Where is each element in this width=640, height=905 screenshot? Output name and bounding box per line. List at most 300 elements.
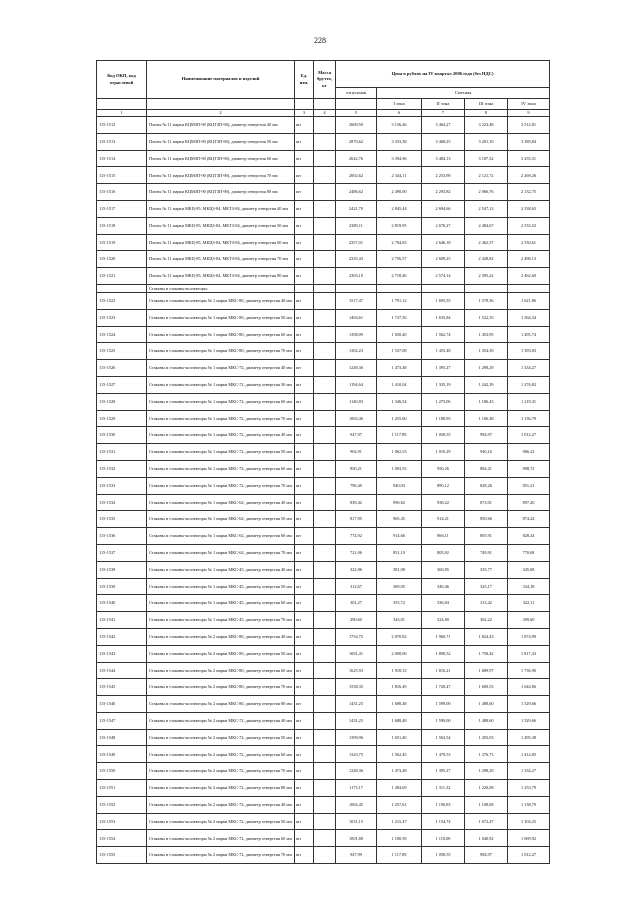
row-zone-4-price: 1 219,31	[508, 393, 550, 410]
row-mass	[314, 460, 336, 477]
row-zone-1-price: 3 333,38	[377, 133, 422, 150]
row-zone-4-price: 3 512,81	[508, 117, 550, 134]
row-code: 115-1538	[97, 561, 147, 578]
row-wholesale-price: 1062,45	[336, 796, 377, 813]
row-zone-2-price: 890,12	[422, 477, 465, 494]
row-wholesale-price: 1323,75	[336, 746, 377, 763]
row-zone-1-price: 1 473,48	[377, 763, 422, 780]
row-wholesale-price: 1398,09	[336, 326, 377, 343]
row-zone-1-price: 2 756,57	[377, 251, 422, 268]
table-row	[97, 326, 550, 343]
row-zone-3-price: 1 824,43	[465, 628, 508, 645]
row-zone-4-price: 1 138,79	[508, 796, 550, 813]
col-number: 3	[295, 110, 314, 117]
row-mass	[314, 494, 336, 511]
row-zone-2-price: 1 479,53	[422, 746, 465, 763]
row-unit: шт	[295, 410, 314, 427]
row-zone-4-price: 2 496,13	[508, 251, 550, 268]
row-zone-2-price: 3 464,27	[422, 117, 465, 134]
row-zone-1-price: 1 003,53	[377, 460, 422, 477]
row-name: Стаканы и стаканы-коллекторы № 1 марки МКС-62, диаметр отверстия 70 мм	[147, 544, 295, 561]
row-name: Стаканы и стаканы-коллекторы № 2 марки МКС-80, диаметр отверстия 60 мм	[147, 662, 295, 679]
row-zone-3-price: 1 522,35	[465, 309, 508, 326]
row-zone-1-price: 343,01	[377, 612, 422, 629]
col-number: 5	[336, 110, 377, 117]
row-zone-3-price: 884,21	[465, 460, 508, 477]
row-zone-3-price: 3 223,48	[465, 117, 508, 134]
table-header	[97, 61, 550, 117]
row-name: Стаканы и стаканы-коллекторы № 1 марки МКС-72, диаметр отверстия 70 мм	[147, 410, 295, 427]
row-unit: шт	[295, 343, 314, 360]
row-zone-4-price: 908,72	[508, 460, 550, 477]
row-zone-2-price: 1 118,08	[422, 830, 465, 847]
row-unit: шт	[295, 444, 314, 461]
row-zone-3-price: 2 121,72	[465, 167, 508, 184]
col-number: 4	[314, 110, 336, 117]
table-row	[97, 393, 550, 410]
row-mass	[314, 813, 336, 830]
row-name: Плиты № 11 марки МКЦ-85, МКЦЗ-84, МКТЗ-84, диаметр отверстия 70 мм	[147, 251, 295, 268]
col-number: 6	[377, 110, 422, 117]
row-unit: шт	[295, 268, 314, 285]
row-wholesale-price: 2421,70	[336, 200, 377, 217]
row-mass	[314, 200, 336, 217]
empty-cell	[422, 284, 465, 292]
row-zone-2-price: 805,92	[422, 544, 465, 561]
row-zone-4-price: 1 276,82	[508, 376, 550, 393]
row-code: 115-1513	[97, 133, 147, 150]
row-zone-3-price: 805,91	[465, 528, 508, 545]
row-zone-3-price: 2 395,22	[465, 268, 508, 285]
row-unit: шт	[295, 746, 314, 763]
row-zone-1-price: 1 062,53	[377, 444, 422, 461]
row-name: Стаканы и стаканы-коллекторы № 1 марки МКС-72, диаметр отверстия 50 мм	[147, 444, 295, 461]
row-zone-4-price: 1 644,86	[508, 679, 550, 696]
row-mass	[314, 444, 336, 461]
row-mass	[314, 729, 336, 746]
row-unit: шт	[295, 645, 314, 662]
row-unit: шт	[295, 729, 314, 746]
row-code: 115-1541	[97, 612, 147, 629]
empty-cell	[336, 284, 377, 292]
col-number: 7	[422, 110, 465, 117]
row-zone-1-price: 1 257,61	[377, 796, 422, 813]
row-mass	[314, 376, 336, 393]
row-zone-4-price: 1 529,66	[508, 696, 550, 713]
row-wholesale-price: 312,67	[336, 578, 377, 595]
row-name: Стаканы и стаканы-коллекторы № 1 марки МКС-45, диаметр отверстия 50 мм	[147, 578, 295, 595]
table-row	[97, 292, 550, 309]
row-unit: шт	[295, 847, 314, 864]
row-name: Плиты № 11 марки КЦМЗП-90 (КЦТЗП-90), диаметр отверстия 50 мм	[147, 133, 295, 150]
row-zone-4-price: 1 564,34	[508, 309, 550, 326]
row-code: 115-1545	[97, 679, 147, 696]
row-zone-3-price: 1 488,60	[465, 696, 508, 713]
row-wholesale-price: 947,99	[336, 847, 377, 864]
row-mass	[314, 511, 336, 528]
row-wholesale-price: 796,40	[336, 477, 377, 494]
row-zone-2-price: 1 562,74	[422, 326, 465, 343]
row-zone-4-price: 1 104,25	[508, 813, 550, 830]
price-table	[96, 60, 550, 864]
table-row	[97, 763, 550, 780]
row-zone-3-price: 984,97	[465, 847, 508, 864]
row-unit: шт	[295, 662, 314, 679]
row-mass	[314, 595, 336, 612]
table-row	[97, 494, 550, 511]
row-name: Стаканы и стаканы-коллекторы № 1 марки МКС-45, диаметр отверстия 60 мм	[147, 595, 295, 612]
row-wholesale-price: 1399,96	[336, 729, 377, 746]
row-code: 115-1547	[97, 712, 147, 729]
row-unit: шт	[295, 326, 314, 343]
row-code: 115-1550	[97, 763, 147, 780]
header-spacer	[295, 99, 314, 110]
row-wholesale-price: 2357,01	[336, 234, 377, 251]
row-mass	[314, 561, 336, 578]
row-zone-2-price: 360,85	[422, 561, 465, 578]
row-zone-4-price: 1 817,43	[508, 645, 550, 662]
row-zone-2-price: 1 395,27	[422, 360, 465, 377]
empty-cell	[295, 284, 314, 292]
row-code: 115-1548	[97, 729, 147, 746]
row-mass	[314, 309, 336, 326]
row-zone-4-price: 1 012,27	[508, 847, 550, 864]
row-zone-2-price: 1 275,06	[422, 393, 465, 410]
row-mass	[314, 477, 336, 494]
row-name: Стаканы и стаканы-коллекторы № 2 марки МКС-72, диаметр отверстия 50 мм	[147, 813, 295, 830]
row-zone-2-price: 1 563,54	[422, 729, 465, 746]
row-wholesale-price: 839,42	[336, 494, 377, 511]
row-wholesale-price: 1463,61	[336, 309, 377, 326]
row-unit: шт	[295, 200, 314, 217]
row-name: Стаканы и стаканы-коллекторы № 2 марки МКС-72, диаметр отверстия 50 мм	[147, 729, 295, 746]
row-mass	[314, 528, 336, 545]
row-unit: шт	[295, 460, 314, 477]
row-name: Плиты № 11 марки МКЦ-85, МКЦЗ-84, МКТЗ-84, диаметр отверстия 80 мм	[147, 268, 295, 285]
row-code: 115-1533	[97, 477, 147, 494]
row-mass	[314, 696, 336, 713]
table-row	[97, 150, 550, 167]
row-zone-3-price: 1 186,43	[465, 393, 508, 410]
row-zone-1-price: 381,08	[377, 561, 422, 578]
row-zone-3-price: 1 040,92	[465, 830, 508, 847]
row-unit: шт	[295, 477, 314, 494]
row-mass	[314, 251, 336, 268]
row-zone-2-price: 349,46	[422, 578, 465, 595]
table-row	[97, 444, 550, 461]
row-unit: шт	[295, 234, 314, 251]
row-code: 115-1551	[97, 780, 147, 797]
row-zone-2-price: 1 599,00	[422, 712, 465, 729]
row-zone-3-price: 1 455,03	[465, 729, 508, 746]
row-zone-1-price: 2 845,44	[377, 200, 422, 217]
table-row	[97, 796, 550, 813]
header-zone-3: III зона	[465, 99, 508, 110]
row-zone-4-price: 1 529,66	[508, 712, 550, 729]
row-code: 115-1552	[97, 796, 147, 813]
row-code: 115-1544	[97, 662, 147, 679]
row-zone-3-price: 2 484,67	[465, 217, 508, 234]
row-code: 115-1523	[97, 309, 147, 326]
row-mass	[314, 326, 336, 343]
row-wholesale-price: 1063,46	[336, 410, 377, 427]
table-row	[97, 696, 550, 713]
row-unit: шт	[295, 696, 314, 713]
row-zone-1-price: 355,72	[377, 595, 422, 612]
table-row	[97, 460, 550, 477]
row-unit: шт	[295, 612, 314, 629]
row-zone-2-price: 1 058,55	[422, 847, 465, 864]
row-name: Стаканы и стаканы-коллекторы № 2 марки МКС-72, диаметр отверстия 70 мм	[147, 763, 295, 780]
row-zone-4-price: 1 495,74	[508, 326, 550, 343]
row-zone-1-price: 1 918,33	[377, 662, 422, 679]
row-zone-1-price: 965,45	[377, 511, 422, 528]
row-wholesale-price: 1691,41	[336, 645, 377, 662]
row-mass	[314, 117, 336, 134]
row-mass	[314, 612, 336, 629]
row-zone-1-price: 914,66	[377, 528, 422, 545]
section-title: Стаканы и стаканы-коллекторы:	[147, 284, 295, 292]
row-zone-4-price: 2 269,26	[508, 167, 550, 184]
row-zone-3-price: 2 066,76	[465, 184, 508, 201]
row-zone-4-price: 334,18	[508, 578, 550, 595]
row-mass	[314, 746, 336, 763]
row-code: 115-1540	[97, 595, 147, 612]
row-zone-2-price: 3 484,13	[422, 150, 465, 167]
row-zone-4-price: 1 495,38	[508, 729, 550, 746]
row-zone-1-price: 1 562,45	[377, 746, 422, 763]
row-zone-4-price: 966,22	[508, 444, 550, 461]
header-spacer	[147, 99, 295, 110]
row-zone-1-price: 2 819,95	[377, 217, 422, 234]
row-zone-2-price: 336,84	[422, 595, 465, 612]
row-zone-2-price: 3 468,25	[422, 133, 465, 150]
row-zone-1-price: 1 688,48	[377, 712, 422, 729]
row-wholesale-price: 2303,10	[336, 268, 377, 285]
row-unit: шт	[295, 167, 314, 184]
row-name: Стаканы и стаканы-коллекторы № 2 марки МКС-72, диаметр отверстия 60 мм	[147, 746, 295, 763]
row-zone-2-price: 1 816,21	[422, 662, 465, 679]
row-name: Стаканы и стаканы-коллекторы № 2 марки МКС-72, диаметр отверстия 80 мм	[147, 780, 295, 797]
row-mass	[314, 796, 336, 813]
row-zone-1-price: 369,05	[377, 578, 422, 595]
row-code: 115-1515	[97, 167, 147, 184]
row-unit: шт	[295, 796, 314, 813]
row-zone-4-price: 1 334,27	[508, 763, 550, 780]
row-zone-3-price: 1 488,60	[465, 712, 508, 729]
table-row	[97, 561, 550, 578]
header-code: Код ОКП, код отраслевой	[97, 61, 147, 99]
row-zone-2-price: 1 960,71	[422, 628, 465, 645]
row-name: Стаканы и стаканы-коллекторы № 1 марки МКС-72, диаметр отверстия 60 мм	[147, 460, 295, 477]
table-row	[97, 360, 550, 377]
row-name: Плиты № 11 марки МКЦ-85, МКЦЗ-84, МКТЗ-84, диаметр отверстия 60 мм	[147, 234, 295, 251]
row-zone-1-price: 1 117,89	[377, 847, 422, 864]
table-row	[97, 234, 550, 251]
row-zone-1-price: 1 384,69	[377, 780, 422, 797]
row-zone-2-price: 950,26	[422, 460, 465, 477]
row-code: 115-1518	[97, 217, 147, 234]
row-code: 115-1535	[97, 511, 147, 528]
row-code: 115-1530	[97, 427, 147, 444]
row-zone-3-price: 2 547,12	[465, 200, 508, 217]
row-zone-2-price: 866,11	[422, 528, 465, 545]
row-unit: шт	[295, 133, 314, 150]
table-row	[97, 200, 550, 217]
row-zone-4-price: 2 538,65	[508, 200, 550, 217]
row-wholesale-price: 322,86	[336, 561, 377, 578]
row-unit: шт	[295, 830, 314, 847]
row-wholesale-price: 1754,75	[336, 628, 377, 645]
row-code: 115-1542	[97, 628, 147, 645]
row-zone-1-price: 2 794,65	[377, 234, 422, 251]
row-wholesale-price: 1625,93	[336, 662, 377, 679]
row-mass	[314, 150, 336, 167]
row-zone-3-price: 313,42	[465, 595, 508, 612]
row-wholesale-price: 2486,62	[336, 184, 377, 201]
row-code: 115-1536	[97, 528, 147, 545]
row-mass	[314, 662, 336, 679]
row-name: Стаканы и стаканы-коллекторы № 1 марки МКС-62, диаметр отверстия 60 мм	[147, 528, 295, 545]
row-unit: шт	[295, 251, 314, 268]
row-zone-3-price: 3 201,10	[465, 133, 508, 150]
row-code: 115-1520	[97, 251, 147, 268]
row-zone-4-price: 1 334,27	[508, 360, 550, 377]
page-number: 228	[314, 36, 326, 45]
row-zone-3-price: 1 108,08	[465, 796, 508, 813]
row-zone-3-price: 828,26	[465, 477, 508, 494]
row-unit: шт	[295, 184, 314, 201]
row-wholesale-price: 774,92	[336, 528, 377, 545]
col-number: 2	[147, 110, 295, 117]
row-code: 115-1525	[97, 343, 147, 360]
row-zone-2-price: 1 190,83	[422, 796, 465, 813]
row-unit: шт	[295, 578, 314, 595]
row-mass	[314, 780, 336, 797]
col-number: 8	[465, 110, 508, 117]
row-zone-4-price: 770,68	[508, 544, 550, 561]
row-zone-2-price: 2 670,27	[422, 217, 465, 234]
header-name: Наименование материалов и изделий	[147, 61, 295, 99]
row-zone-3-price: 1 600,53	[465, 679, 508, 696]
header-price-title: Цена в рублях на IV квартал 2006 года (без НДС)	[336, 61, 550, 88]
header-unit: Ед. изм.	[295, 61, 314, 99]
table-row	[97, 712, 550, 729]
row-zone-1-price: 1 650,40	[377, 326, 422, 343]
table-row	[97, 544, 550, 561]
row-zone-2-price: 1 335,19	[422, 376, 465, 393]
row-zone-2-price: 2 609,25	[422, 251, 465, 268]
row-zone-4-price: 3 255,31	[508, 150, 550, 167]
row-unit: шт	[295, 528, 314, 545]
table-body	[97, 117, 550, 864]
row-name: Стаканы и стаканы-коллекторы № 1 марки МКС-80, диаметр отверстия 40 мм	[147, 292, 295, 309]
row-zone-2-price: 1 154,74	[422, 813, 465, 830]
row-wholesale-price: 1302,23	[336, 343, 377, 360]
row-zone-1-price: 2 490,00	[377, 184, 422, 201]
empty-cell	[377, 284, 422, 292]
empty-cell	[314, 284, 336, 292]
row-zone-3-price: 1 689,97	[465, 662, 508, 679]
row-zone-1-price: 1 816,49	[377, 679, 422, 696]
row-mass	[314, 847, 336, 864]
row-name: Стаканы и стаканы-коллекторы № 2 марки МКС-80, диаметр отверстия 40 мм	[147, 628, 295, 645]
row-zone-3-price: 335,77	[465, 561, 508, 578]
row-zone-4-price: 1 253,79	[508, 780, 550, 797]
row-wholesale-price: 2002,62	[336, 167, 377, 184]
table-row	[97, 595, 550, 612]
row-wholesale-price: 2669,50	[336, 117, 377, 134]
row-zone-1-price: 1 346,54	[377, 393, 422, 410]
row-wholesale-price: 1001,88	[336, 830, 377, 847]
row-mass	[314, 360, 336, 377]
row-mass	[314, 133, 336, 150]
row-wholesale-price: 1031,15	[336, 813, 377, 830]
row-unit: шт	[295, 763, 314, 780]
row-zone-2-price: 1 890,52	[422, 645, 465, 662]
table-row	[97, 376, 550, 393]
row-zone-1-price: 1 727,56	[377, 309, 422, 326]
row-zone-3-price: 302,22	[465, 612, 508, 629]
row-zone-4-price: 1 136,79	[508, 410, 550, 427]
row-zone-1-price: 1 473,48	[377, 360, 422, 377]
row-name: Стаканы и стаканы-коллекторы № 1 марки МКС-80, диаметр отверстия 60 мм	[147, 326, 295, 343]
row-zone-4-price: 2 530,61	[508, 234, 550, 251]
row-zone-3-price: 1 220,08	[465, 780, 508, 797]
row-code: 115-1527	[97, 376, 147, 393]
row-zone-4-price: 828,24	[508, 528, 550, 545]
header-estimate: Сметная	[377, 88, 550, 99]
table-row	[97, 343, 550, 360]
row-name: Стаканы и стаканы-коллекторы № 1 марки МКС-72, диаметр отверстия 70 мм	[147, 477, 295, 494]
row-zone-1-price: 1 117,89	[377, 427, 422, 444]
row-mass	[314, 578, 336, 595]
row-wholesale-price: 1538,35	[336, 679, 377, 696]
table-row	[97, 251, 550, 268]
row-zone-2-price: 1 311,32	[422, 780, 465, 797]
row-unit: шт	[295, 292, 314, 309]
table-row	[97, 117, 550, 134]
row-zone-2-price: 2 253,98	[422, 167, 465, 184]
empty-cell	[465, 284, 508, 292]
row-zone-3-price: 325,17	[465, 578, 508, 595]
row-code: 115-1528	[97, 393, 147, 410]
row-name: Плиты № 11 марки КЦМЗП-90 (КЦТЗП-90), диаметр отверстия 70 мм	[147, 167, 295, 184]
row-wholesale-price: 290,60	[336, 612, 377, 629]
header-spacer	[97, 99, 147, 110]
table-row	[97, 780, 550, 797]
row-code: 115-1526	[97, 360, 147, 377]
row-code: 115-1522	[97, 292, 147, 309]
row-wholesale-price: 721,06	[336, 544, 377, 561]
row-mass	[314, 645, 336, 662]
row-code: 115-1524	[97, 326, 147, 343]
row-zone-1-price: 1 410,04	[377, 376, 422, 393]
row-wholesale-price: 2642,76	[336, 150, 377, 167]
row-zone-1-price: 1 537,08	[377, 343, 422, 360]
row-zone-1-price: 2 070,82	[377, 628, 422, 645]
header-mass: Масса брутто, кг	[314, 61, 336, 99]
table-row	[97, 477, 550, 494]
table-row	[97, 847, 550, 864]
row-wholesale-price: 904,91	[336, 444, 377, 461]
table-row	[97, 167, 550, 184]
row-unit: шт	[295, 150, 314, 167]
row-zone-3-price: 1 298,29	[465, 360, 508, 377]
row-code: 115-1529	[97, 410, 147, 427]
row-mass	[314, 427, 336, 444]
row-unit: шт	[295, 393, 314, 410]
